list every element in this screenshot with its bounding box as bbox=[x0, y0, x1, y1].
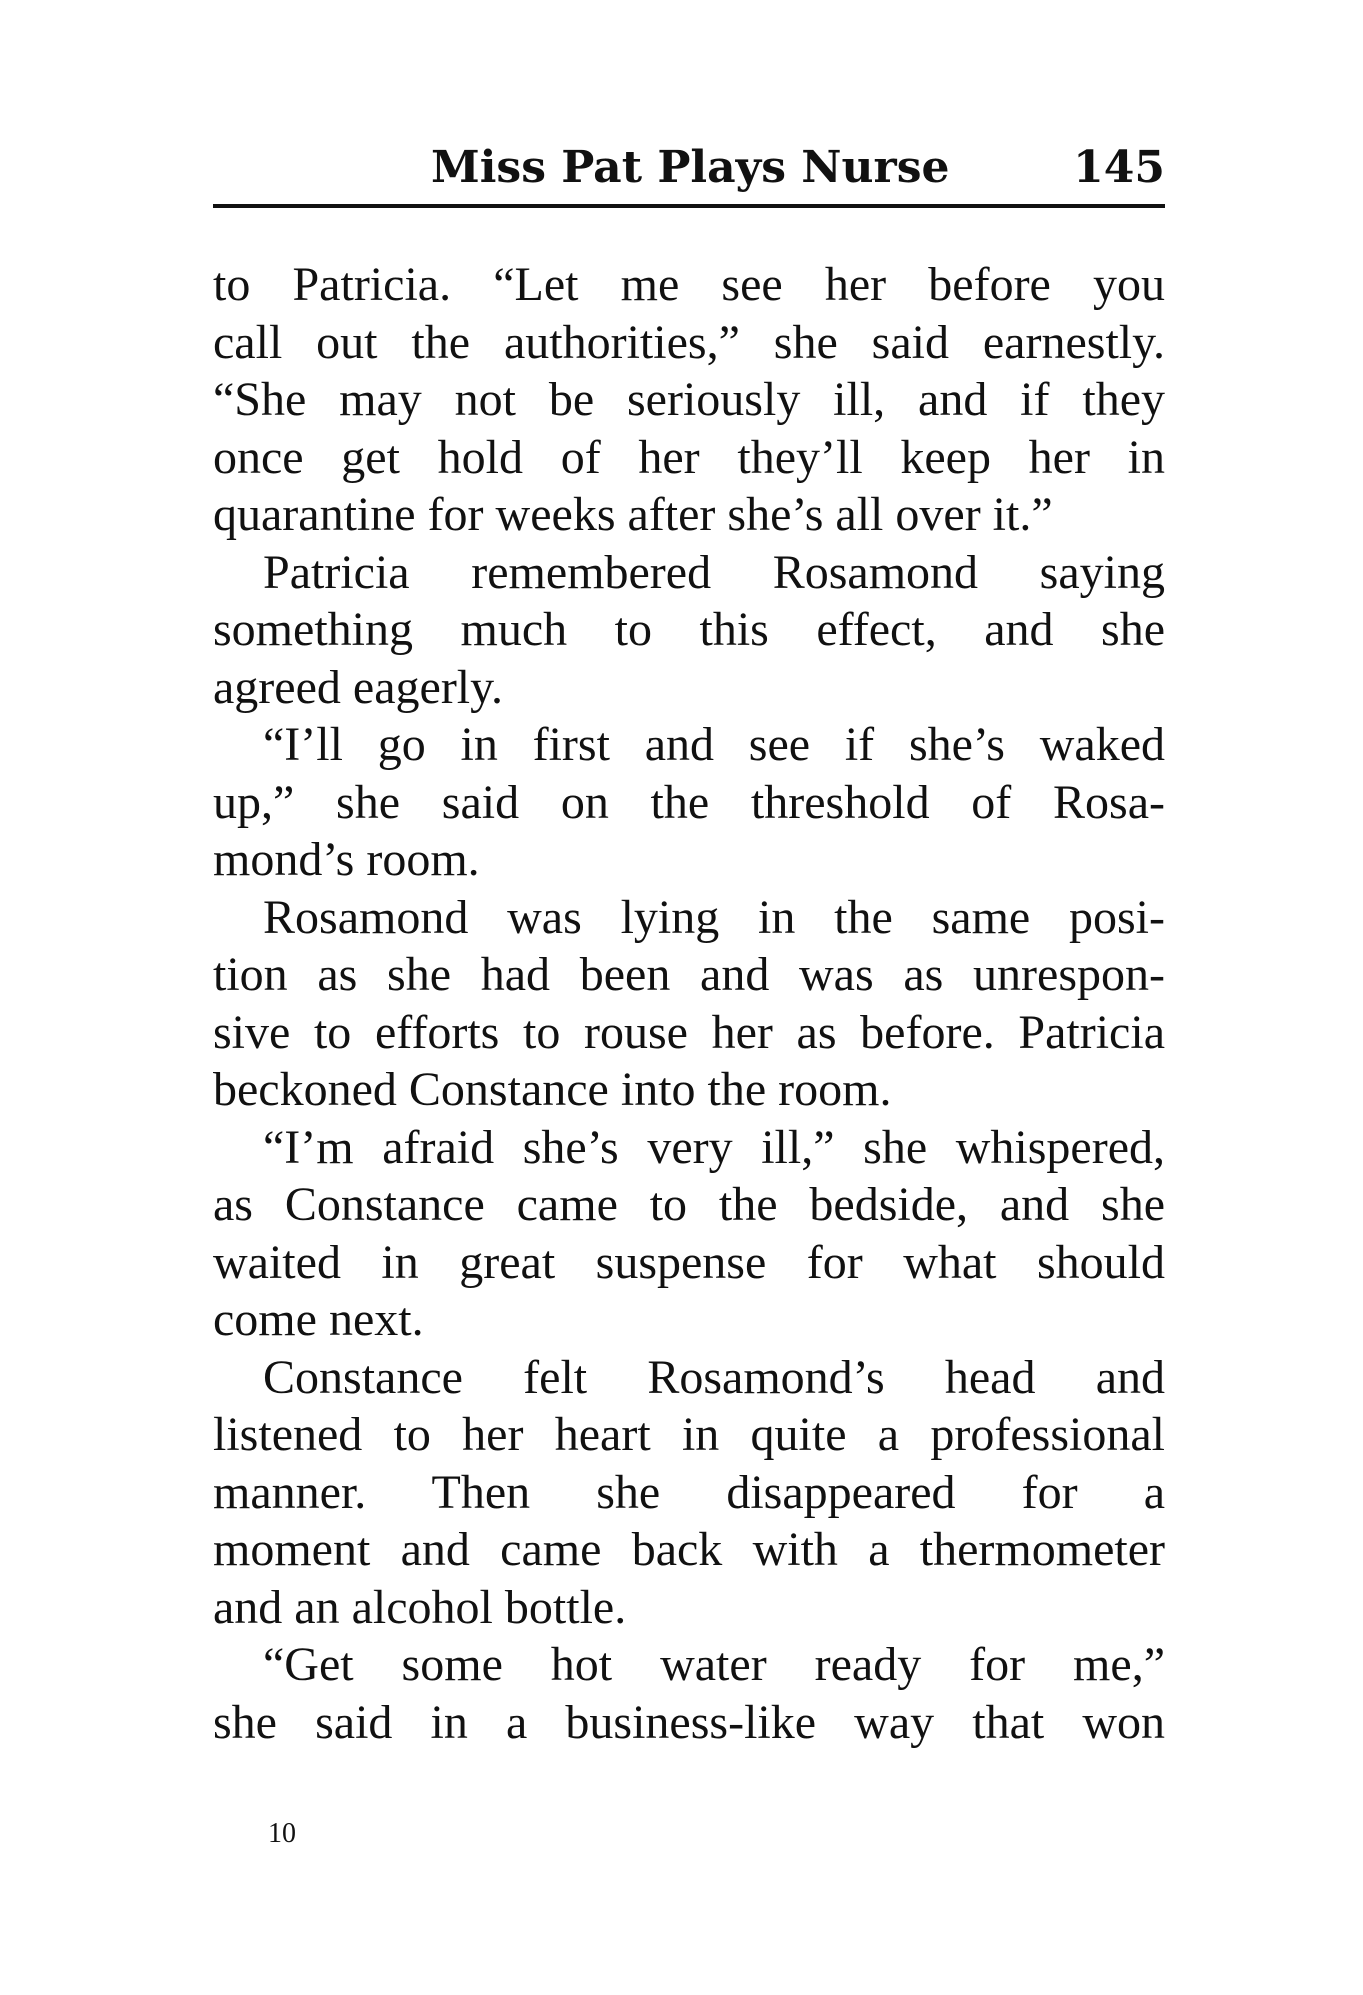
text-line: Patricia remembered Rosamond saying bbox=[263, 545, 1165, 599]
text-line: tion as she had been and was as unrespon- bbox=[213, 948, 1165, 1001]
text-line: beckoned Constance into the room. bbox=[213, 1063, 892, 1116]
text-line: to Patricia. “Let me see her before you bbox=[213, 258, 1165, 311]
text-line: “I’ll go in first and see if she’s waked bbox=[263, 718, 1165, 771]
header-rule bbox=[213, 204, 1165, 208]
text-line: as Constance came to the bedside, and she bbox=[213, 1178, 1165, 1231]
text-line: Constance felt Rosamond’s head and bbox=[263, 1350, 1165, 1404]
text-line: and an alcohol bottle. bbox=[213, 1580, 627, 1634]
text-line: once get hold of her they’ll keep her in bbox=[213, 430, 1165, 484]
running-head bbox=[213, 138, 1165, 198]
text-line: she said in a business-like way that won bbox=[213, 1695, 1165, 1749]
text-line: waited in great suspense for what should bbox=[213, 1235, 1165, 1289]
text-line: quarantine for weeks after she’s all over it.” bbox=[213, 488, 1053, 541]
text-line: up,” she said on the threshold of Rosa- bbox=[213, 775, 1165, 829]
text-line: “She may not be seriously ill, and if they bbox=[213, 373, 1165, 426]
body-text bbox=[213, 256, 1165, 1751]
text-line: call out the authorities,” she said earnestly. bbox=[213, 315, 1165, 369]
text-line: come next. bbox=[213, 1293, 424, 1346]
text-line: manner. Then she disappeared for a bbox=[213, 1465, 1165, 1519]
text-line: mond’s room. bbox=[213, 833, 480, 886]
text-line: “I’m afraid she’s very ill,” she whispered, bbox=[263, 1120, 1165, 1174]
text-line: “Get some hot water ready for me,” bbox=[263, 1638, 1165, 1691]
text-line: Rosamond was lying in the same posi- bbox=[263, 890, 1165, 944]
text-line: sive to efforts to rouse her as before. Patricia bbox=[213, 1005, 1165, 1059]
text-line: moment and came back with a thermometer bbox=[213, 1523, 1165, 1576]
text-line: agreed eagerly. bbox=[213, 660, 504, 714]
signature-mark: 10 bbox=[268, 1818, 296, 1849]
text-line: listened to her heart in quite a professional bbox=[213, 1408, 1165, 1461]
running-title: Miss Pat Plays Nurse bbox=[431, 142, 950, 193]
text-line: something much to this effect, and she bbox=[213, 603, 1165, 656]
page-number: 145 bbox=[1073, 142, 1165, 193]
